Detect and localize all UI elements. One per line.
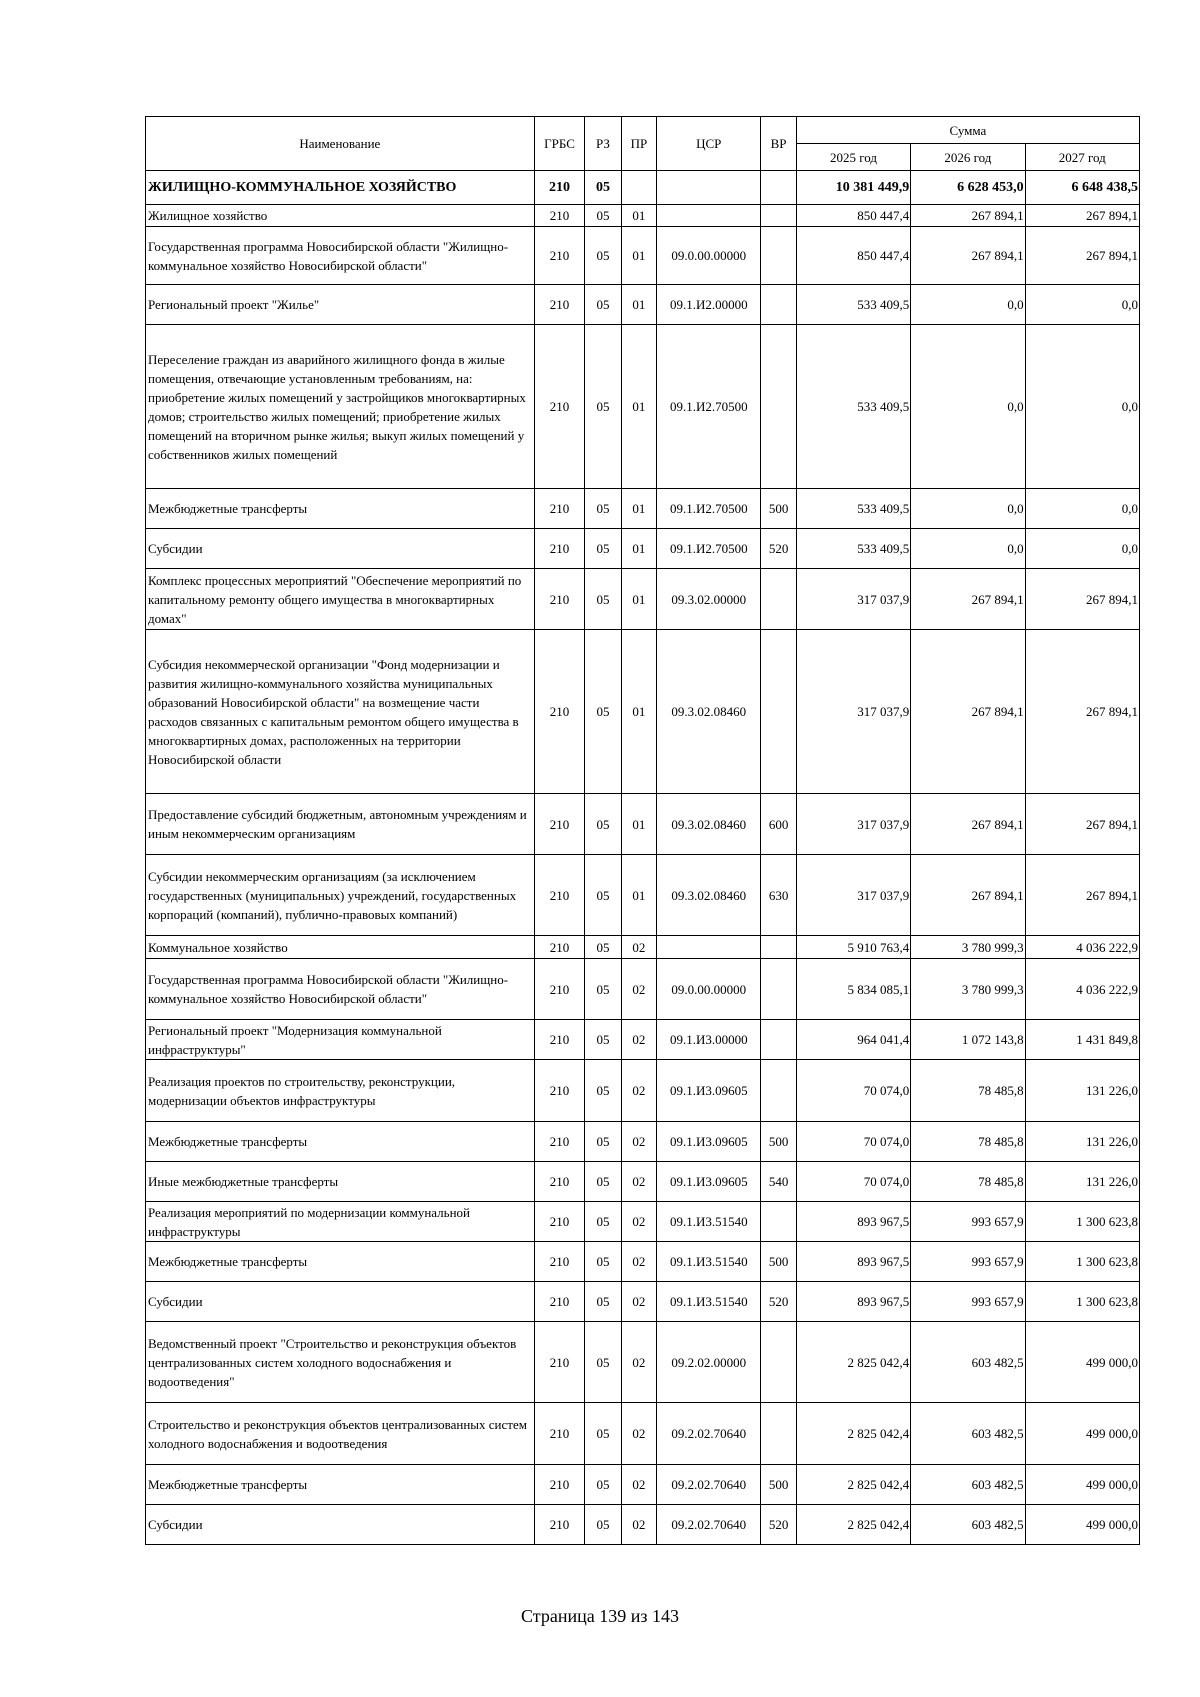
cell-name: Региональный проект "Модернизация коммунальной инфраструктуры" — [146, 1020, 535, 1060]
cell-vr: 630 — [761, 855, 796, 936]
cell-rz: 05 — [585, 1060, 621, 1122]
cell-rz: 05 — [585, 489, 621, 529]
cell-pr: 01 — [621, 489, 656, 529]
cell-csr: 09.1.И3.00000 — [657, 1020, 761, 1060]
cell-rz: 05 — [585, 959, 621, 1020]
cell-grbs: 210 — [534, 1322, 585, 1403]
cell-grbs: 210 — [534, 1122, 585, 1162]
cell-2026: 3 780 999,3 — [911, 936, 1025, 959]
cell-2027: 499 000,0 — [1025, 1465, 1139, 1505]
cell-2027: 4 036 222,9 — [1025, 959, 1139, 1020]
cell-2026: 603 482,5 — [911, 1322, 1025, 1403]
cell-rz: 05 — [585, 1403, 621, 1465]
cell-2027: 499 000,0 — [1025, 1403, 1139, 1465]
cell-2027: 267 894,1 — [1025, 227, 1139, 285]
cell-vr: 520 — [761, 1505, 796, 1545]
cell-2025: 850 447,4 — [796, 205, 910, 227]
page-number: Страница 139 из 143 — [521, 1606, 679, 1626]
table-row — [146, 1505, 1140, 1545]
cell-pr: 02 — [621, 1403, 656, 1465]
cell-rz: 05 — [585, 569, 621, 630]
cell-name: Субсидии — [146, 529, 535, 569]
cell-rz: 05 — [585, 936, 621, 959]
table-row — [146, 285, 1140, 325]
cell-2027: 267 894,1 — [1025, 205, 1139, 227]
header-year-2027: 2027 год — [1025, 144, 1139, 171]
cell-2027: 0,0 — [1025, 529, 1139, 569]
cell-2025: 5 910 763,4 — [796, 936, 910, 959]
cell-vr — [761, 1020, 796, 1060]
cell-csr: 09.1.И3.09605 — [657, 1122, 761, 1162]
cell-grbs: 210 — [534, 1162, 585, 1202]
cell-2025: 533 409,5 — [796, 325, 910, 489]
cell-csr: 09.2.02.70640 — [657, 1505, 761, 1545]
cell-csr: 09.3.02.08460 — [657, 855, 761, 936]
table-row — [146, 630, 1140, 794]
cell-2025: 317 037,9 — [796, 855, 910, 936]
cell-2026: 603 482,5 — [911, 1465, 1025, 1505]
cell-2027: 6 648 438,5 — [1025, 171, 1139, 205]
cell-grbs: 210 — [534, 1465, 585, 1505]
cell-grbs: 210 — [534, 959, 585, 1020]
table-row — [146, 205, 1140, 227]
cell-grbs: 210 — [534, 285, 585, 325]
cell-2025: 533 409,5 — [796, 285, 910, 325]
table-row — [146, 794, 1140, 855]
cell-grbs: 210 — [534, 794, 585, 855]
header-name: Наименование — [146, 117, 535, 171]
cell-pr: 01 — [621, 205, 656, 227]
cell-vr: 520 — [761, 529, 796, 569]
cell-rz: 05 — [585, 1505, 621, 1545]
cell-2026: 0,0 — [911, 489, 1025, 529]
header-pr: ПР — [621, 117, 656, 171]
cell-pr: 01 — [621, 794, 656, 855]
cell-2027: 267 894,1 — [1025, 794, 1139, 855]
table-row — [146, 1322, 1140, 1403]
cell-csr: 09.3.02.00000 — [657, 569, 761, 630]
cell-name: Строительство и реконструкция объектов централизованных систем холодного водоснабжения и водоотведения — [146, 1403, 535, 1465]
cell-2027: 0,0 — [1025, 285, 1139, 325]
header-grbs: ГРБС — [534, 117, 585, 171]
cell-name: Предоставление субсидий бюджетным, автономным учреждениям и иным некоммерческим организациям — [146, 794, 535, 855]
cell-2025: 5 834 085,1 — [796, 959, 910, 1020]
cell-pr: 02 — [621, 1060, 656, 1122]
table-row — [146, 936, 1140, 959]
cell-2026: 267 894,1 — [911, 227, 1025, 285]
cell-2027: 267 894,1 — [1025, 855, 1139, 936]
cell-pr: 02 — [621, 1282, 656, 1322]
cell-2026: 0,0 — [911, 325, 1025, 489]
cell-vr — [761, 569, 796, 630]
cell-2025: 317 037,9 — [796, 630, 910, 794]
cell-2025: 2 825 042,4 — [796, 1322, 910, 1403]
cell-2025: 893 967,5 — [796, 1242, 910, 1282]
table-row — [146, 1282, 1140, 1322]
cell-name: Региональный проект "Жилье" — [146, 285, 535, 325]
cell-2027: 131 226,0 — [1025, 1060, 1139, 1122]
cell-2026: 0,0 — [911, 529, 1025, 569]
cell-pr: 01 — [621, 529, 656, 569]
cell-grbs: 210 — [534, 1505, 585, 1545]
cell-rz: 05 — [585, 1162, 621, 1202]
cell-2027: 1 431 849,8 — [1025, 1020, 1139, 1060]
cell-rz: 05 — [585, 1202, 621, 1242]
cell-vr — [761, 1322, 796, 1403]
cell-2025: 70 074,0 — [796, 1162, 910, 1202]
cell-grbs: 210 — [534, 171, 585, 205]
table-row — [146, 227, 1140, 285]
cell-rz: 05 — [585, 855, 621, 936]
cell-csr: 09.1.И2.70500 — [657, 529, 761, 569]
cell-grbs: 210 — [534, 630, 585, 794]
cell-name: Межбюджетные трансферты — [146, 1465, 535, 1505]
cell-csr: 09.3.02.08460 — [657, 794, 761, 855]
cell-2026: 603 482,5 — [911, 1505, 1025, 1545]
cell-2025: 70 074,0 — [796, 1060, 910, 1122]
cell-2026: 78 485,8 — [911, 1162, 1025, 1202]
cell-name: Переселение граждан из аварийного жилищного фонда в жилые помещения, отвечающие установленным требованиям, на: приобретение жилых помещений у застройщиков многоквартирных домов; строительство жилых помещений; приобретение жилых помещений на вторичном рынке жилья; выкуп жилых помещений у собственников жилых помещений — [146, 325, 535, 489]
cell-pr: 01 — [621, 325, 656, 489]
cell-grbs: 210 — [534, 325, 585, 489]
cell-pr: 02 — [621, 959, 656, 1020]
cell-grbs: 210 — [534, 936, 585, 959]
cell-2026: 267 894,1 — [911, 855, 1025, 936]
table-row — [146, 1242, 1140, 1282]
cell-csr — [657, 936, 761, 959]
cell-csr: 09.1.И2.70500 — [657, 489, 761, 529]
cell-grbs: 210 — [534, 227, 585, 285]
cell-2027: 267 894,1 — [1025, 630, 1139, 794]
cell-csr: 09.2.02.00000 — [657, 1322, 761, 1403]
cell-vr — [761, 205, 796, 227]
cell-csr: 09.1.И3.51540 — [657, 1242, 761, 1282]
table-row — [146, 569, 1140, 630]
cell-grbs: 210 — [534, 205, 585, 227]
cell-pr: 02 — [621, 1202, 656, 1242]
cell-name: Комплекс процессных мероприятий "Обеспечение мероприятий по капитальному ремонту общего имущества в многоквартирных домах" — [146, 569, 535, 630]
header-year-2026: 2026 год — [911, 144, 1025, 171]
cell-name: Реализация проектов по строительству, реконструкции, модернизации объектов инфраструктуры — [146, 1060, 535, 1122]
table-row — [146, 1202, 1140, 1242]
table-row — [146, 529, 1140, 569]
cell-name: Межбюджетные трансферты — [146, 489, 535, 529]
cell-2027: 131 226,0 — [1025, 1122, 1139, 1162]
cell-pr: 01 — [621, 227, 656, 285]
cell-grbs: 210 — [534, 1403, 585, 1465]
cell-name: Жилищное хозяйство — [146, 205, 535, 227]
header-year-2025: 2025 год — [796, 144, 910, 171]
cell-2026: 993 657,9 — [911, 1202, 1025, 1242]
cell-name: Межбюджетные трансферты — [146, 1242, 535, 1282]
cell-2026: 78 485,8 — [911, 1122, 1025, 1162]
header-vr: ВР — [761, 117, 796, 171]
cell-2026: 267 894,1 — [911, 794, 1025, 855]
cell-csr: 09.1.И3.51540 — [657, 1202, 761, 1242]
cell-2027: 0,0 — [1025, 489, 1139, 529]
header-csr: ЦСР — [657, 117, 761, 171]
table-row — [146, 1122, 1140, 1162]
cell-2027: 499 000,0 — [1025, 1505, 1139, 1545]
cell-vr — [761, 171, 796, 205]
cell-grbs: 210 — [534, 855, 585, 936]
cell-rz: 05 — [585, 205, 621, 227]
cell-name: Государственная программа Новосибирской области "Жилищно-коммунальное хозяйство Новосибирской области" — [146, 959, 535, 1020]
cell-name: Коммунальное хозяйство — [146, 936, 535, 959]
cell-csr: 09.2.02.70640 — [657, 1403, 761, 1465]
cell-csr: 09.2.02.70640 — [657, 1465, 761, 1505]
cell-pr: 01 — [621, 569, 656, 630]
cell-pr — [621, 171, 656, 205]
cell-2026: 3 780 999,3 — [911, 959, 1025, 1020]
cell-vr — [761, 936, 796, 959]
cell-pr: 02 — [621, 1020, 656, 1060]
cell-2027: 267 894,1 — [1025, 569, 1139, 630]
cell-pr: 02 — [621, 1465, 656, 1505]
cell-2027: 4 036 222,9 — [1025, 936, 1139, 959]
table-row — [146, 171, 1140, 205]
cell-pr: 01 — [621, 855, 656, 936]
cell-2025: 893 967,5 — [796, 1202, 910, 1242]
header-sum: Сумма — [796, 117, 1139, 144]
table-row — [146, 1020, 1140, 1060]
cell-grbs: 210 — [534, 569, 585, 630]
cell-name: Межбюджетные трансферты — [146, 1122, 535, 1162]
cell-2026: 267 894,1 — [911, 630, 1025, 794]
cell-rz: 05 — [585, 1122, 621, 1162]
cell-pr: 02 — [621, 936, 656, 959]
cell-name: Иные межбюджетные трансферты — [146, 1162, 535, 1202]
cell-2026: 267 894,1 — [911, 569, 1025, 630]
cell-csr — [657, 205, 761, 227]
table-row — [146, 959, 1140, 1020]
cell-vr: 520 — [761, 1282, 796, 1322]
cell-name: Государственная программа Новосибирской области "Жилищно-коммунальное хозяйство Новосибирской области" — [146, 227, 535, 285]
cell-vr: 500 — [761, 1465, 796, 1505]
cell-vr: 540 — [761, 1162, 796, 1202]
cell-vr: 500 — [761, 1122, 796, 1162]
cell-rz: 05 — [585, 285, 621, 325]
cell-csr: 09.3.02.08460 — [657, 630, 761, 794]
cell-vr — [761, 630, 796, 794]
cell-pr: 01 — [621, 630, 656, 794]
table-row — [146, 1465, 1140, 1505]
cell-rz: 05 — [585, 325, 621, 489]
cell-csr: 09.1.И2.00000 — [657, 285, 761, 325]
budget-table — [145, 116, 1140, 1545]
table-row — [146, 1162, 1140, 1202]
cell-name: Субсидии некоммерческим организациям (за исключением государственных (муниципальных) учреждений, государственных корпораций (компаний), публично-правовых компаний) — [146, 855, 535, 936]
cell-2025: 964 041,4 — [796, 1020, 910, 1060]
cell-pr: 02 — [621, 1322, 656, 1403]
table-row — [146, 1403, 1140, 1465]
cell-2025: 2 825 042,4 — [796, 1465, 910, 1505]
cell-rz: 05 — [585, 1322, 621, 1403]
cell-2027: 1 300 623,8 — [1025, 1202, 1139, 1242]
cell-rz: 05 — [585, 227, 621, 285]
cell-2025: 10 381 449,9 — [796, 171, 910, 205]
cell-vr: 500 — [761, 1242, 796, 1282]
cell-csr: 09.0.00.00000 — [657, 227, 761, 285]
cell-2026: 78 485,8 — [911, 1060, 1025, 1122]
cell-rz: 05 — [585, 1465, 621, 1505]
table-row — [146, 489, 1140, 529]
cell-name: Субсидии — [146, 1505, 535, 1545]
cell-2025: 533 409,5 — [796, 489, 910, 529]
cell-grbs: 210 — [534, 489, 585, 529]
cell-2025: 317 037,9 — [796, 794, 910, 855]
cell-2025: 2 825 042,4 — [796, 1505, 910, 1545]
cell-2025: 893 967,5 — [796, 1282, 910, 1322]
cell-csr: 09.1.И3.51540 — [657, 1282, 761, 1322]
cell-vr: 500 — [761, 489, 796, 529]
cell-grbs: 210 — [534, 1202, 585, 1242]
cell-2026: 6 628 453,0 — [911, 171, 1025, 205]
table-row — [146, 325, 1140, 489]
cell-rz: 05 — [585, 630, 621, 794]
cell-vr — [761, 285, 796, 325]
cell-csr: 09.1.И3.09605 — [657, 1060, 761, 1122]
cell-rz: 05 — [585, 794, 621, 855]
cell-grbs: 210 — [534, 1282, 585, 1322]
cell-name: Субсидии — [146, 1282, 535, 1322]
cell-2027: 131 226,0 — [1025, 1162, 1139, 1202]
cell-grbs: 210 — [534, 1060, 585, 1122]
cell-pr: 02 — [621, 1162, 656, 1202]
cell-2027: 499 000,0 — [1025, 1322, 1139, 1403]
cell-name: ЖИЛИЩНО-КОММУНАЛЬНОЕ ХОЗЯЙСТВО — [146, 171, 535, 205]
cell-vr — [761, 227, 796, 285]
cell-rz: 05 — [585, 1020, 621, 1060]
cell-vr — [761, 325, 796, 489]
cell-vr — [761, 959, 796, 1020]
cell-csr — [657, 171, 761, 205]
cell-2026: 603 482,5 — [911, 1403, 1025, 1465]
cell-rz: 05 — [585, 1242, 621, 1282]
cell-pr: 02 — [621, 1242, 656, 1282]
cell-2026: 993 657,9 — [911, 1282, 1025, 1322]
cell-grbs: 210 — [534, 529, 585, 569]
cell-2027: 1 300 623,8 — [1025, 1282, 1139, 1322]
cell-name: Ведомственный проект "Строительство и реконструкция объектов централизованных систем холодного водоснабжения и водоотведения" — [146, 1322, 535, 1403]
cell-grbs: 210 — [534, 1242, 585, 1282]
cell-2026: 993 657,9 — [911, 1242, 1025, 1282]
cell-rz: 05 — [585, 171, 621, 205]
cell-grbs: 210 — [534, 1020, 585, 1060]
cell-vr — [761, 1403, 796, 1465]
cell-name: Субсидия некоммерческой организации "Фонд модернизации и развития жилищно-коммунального хозяйства муниципальных образований Новосибирской области" на возмещение части расходов связанных с капитальным ремонтом общего имущества в многоквартирных домах, расположенных на территории Новосибирской области — [146, 630, 535, 794]
cell-rz: 05 — [585, 529, 621, 569]
cell-vr — [761, 1202, 796, 1242]
cell-csr: 09.1.И2.70500 — [657, 325, 761, 489]
cell-2027: 0,0 — [1025, 325, 1139, 489]
cell-2025: 850 447,4 — [796, 227, 910, 285]
cell-vr: 600 — [761, 794, 796, 855]
cell-rz: 05 — [585, 1282, 621, 1322]
cell-2026: 267 894,1 — [911, 205, 1025, 227]
cell-2026: 0,0 — [911, 285, 1025, 325]
cell-vr — [761, 1060, 796, 1122]
cell-2025: 533 409,5 — [796, 529, 910, 569]
cell-name: Реализация мероприятий по модернизации коммунальной инфраструктуры — [146, 1202, 535, 1242]
table-body — [146, 171, 1140, 1545]
table-row — [146, 855, 1140, 936]
header-rz: РЗ — [585, 117, 621, 171]
cell-pr: 02 — [621, 1122, 656, 1162]
cell-2025: 70 074,0 — [796, 1122, 910, 1162]
cell-2027: 1 300 623,8 — [1025, 1242, 1139, 1282]
cell-pr: 02 — [621, 1505, 656, 1545]
cell-pr: 01 — [621, 285, 656, 325]
cell-2025: 2 825 042,4 — [796, 1403, 910, 1465]
cell-2025: 317 037,9 — [796, 569, 910, 630]
cell-2026: 1 072 143,8 — [911, 1020, 1025, 1060]
table-row — [146, 1060, 1140, 1122]
cell-csr: 09.1.И3.09605 — [657, 1162, 761, 1202]
cell-csr: 09.0.00.00000 — [657, 959, 761, 1020]
